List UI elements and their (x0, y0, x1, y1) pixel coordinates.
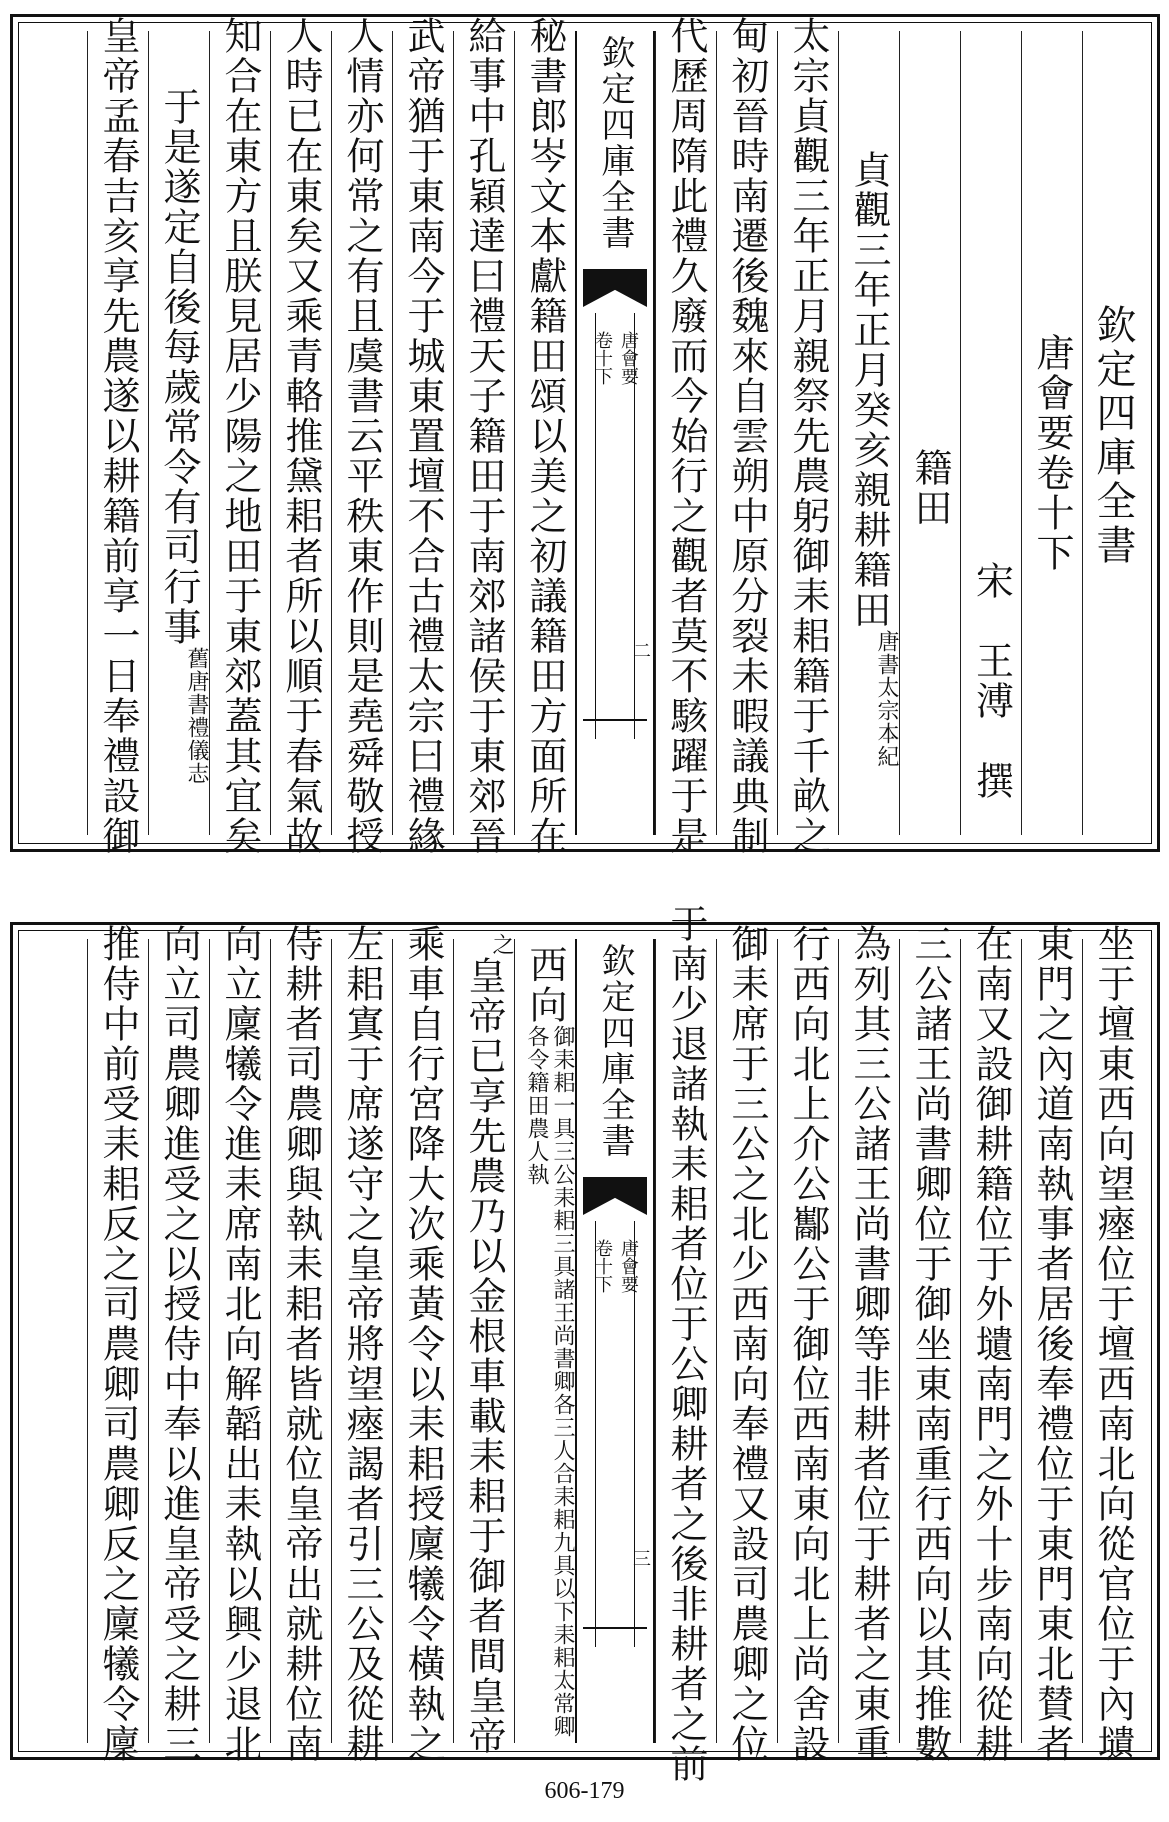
bottom-col-12 (331, 924, 392, 1764)
bottom-col-8-text: 于南少退諸執耒耜者位于公卿耕者之後非耕者之前 (664, 904, 708, 1784)
bottom-col-6-text: 行西向北上介公酅公于御位西南東向北上尚舍設 (786, 924, 830, 1764)
top-col-5-note: 唐書太宗本紀 (874, 630, 899, 768)
bottom-spine-label (577, 1239, 653, 1293)
bottom-col-2-text: 東門之內道南執事者居後奉禮位于東門東北賛者 (1030, 924, 1074, 1764)
top-col-8-text: 代歷周隋此禮久廢而今始行之觀者莫不駭躍于是 (664, 16, 708, 856)
bottom-col-13 (270, 924, 331, 1764)
bottom-col-14-text: 向立廩犧令進耒席南北向解韜出耒執以興少退北 (218, 924, 262, 1764)
bottom-col-3-text: 在南又設御耕籍位于外壝南門之外十步南向從耕 (969, 924, 1013, 1764)
bottom-fishtail-bottom (583, 1627, 647, 1651)
bottom-col-16 (87, 924, 148, 1764)
top-col-11 (392, 16, 453, 856)
top-col-6 (777, 16, 838, 856)
top-page (10, 14, 1160, 856)
bottom-col-4 (899, 924, 960, 1764)
top-volume-title: 唐會要卷十下 (1030, 333, 1074, 573)
bottom-col-12-text: 左耜寘于席遂守之皇帝將望瘞謁者引三公及從耕 (340, 924, 384, 1764)
top-col-8 (655, 16, 716, 856)
bottom-col-5 (838, 924, 899, 1764)
bottom-col-15-text: 向立司農卿進受之以授侍中奉以進皇帝受之耕三 (157, 924, 201, 1764)
top-spine (575, 31, 655, 835)
top-fishtail-mark (583, 269, 647, 307)
top-col-12-text: 人情亦何常之有且虞書云平秩東作則是堯舜敬授 (340, 16, 384, 856)
bottom-col-11-text: 乘車自行宮降大次乘黃令以耒耜授廩犧令橫執之 (401, 924, 445, 1764)
bottom-col-13-text: 侍耕者司農卿與執耒耜者皆就位皇帝出就耕位南 (279, 924, 323, 1764)
top-col-14-text: 知合在東方且朕見居少陽之地田于東郊蓋其宜矣 (218, 16, 262, 856)
top-spine-label-1: 唐會要 (618, 331, 639, 385)
bottom-col-10-note: 之 (489, 932, 514, 956)
bottom-col-15 (148, 924, 209, 1764)
top-col-10 (453, 16, 514, 856)
top-col-6-text: 太宗貞觀三年正月親祭先農躬御耒耜籍于千畝之 (786, 16, 830, 856)
top-section-heading: 籍田 (908, 448, 952, 528)
bottom-fishtail-mark (583, 1177, 647, 1215)
top-col-16-text: 皇帝孟春吉亥享先農遂以耕籍前享一日奉禮設御 (96, 16, 140, 856)
top-col-1 (1082, 31, 1143, 835)
bottom-col-9-note: 御耒耜一具三公耒耜三具諸王尚書卿各三人合耒耜九具以下耒耜太常卿各令籍田農人執 (524, 1025, 575, 1738)
bottom-col-10 (453, 932, 514, 1756)
top-col-4 (899, 31, 960, 835)
top-col-13 (270, 16, 331, 856)
top-col-7-text: 甸初晉時南遷後魏來自雲朔中原分裂未暇議典制 (725, 16, 769, 856)
top-col-10-text: 給事中孔穎達曰禮天子籍田于南郊諸侯于東郊晉 (462, 16, 506, 856)
bottom-page (10, 904, 1160, 1784)
bottom-col-9 (514, 939, 575, 1743)
bottom-col-3 (960, 924, 1021, 1764)
page-number: 606-179 (544, 1778, 625, 1804)
bottom-col-8 (655, 904, 716, 1784)
bottom-col-7 (716, 924, 777, 1764)
top-author: 宋 王溥 撰 (969, 561, 1014, 801)
bottom-col-7-text: 御耒席于三公之北少西南向奉禮又設司農卿之位 (725, 924, 769, 1764)
bottom-col-5-text: 為列其三公諸王尚書卿等非耕者位于耕者之東重 (847, 924, 891, 1764)
top-col-7 (716, 16, 777, 856)
bottom-col-1-text: 坐于壇東西向望瘞位于壇西南北向從官位于內壝 (1091, 924, 1135, 1764)
bottom-leaf-number: 三 (630, 1549, 651, 1567)
top-col-15 (148, 31, 209, 835)
top-col-9 (514, 16, 575, 856)
top-spine-label (577, 331, 653, 385)
bottom-col-16-text: 推侍中前受耒耜反之司農卿司農卿反之廩犧令廩 (96, 924, 140, 1764)
bottom-col-4-text: 三公諸王尚書卿位于御坐東南重行西向以其推數 (908, 924, 952, 1764)
bottom-col-2 (1021, 924, 1082, 1764)
bottom-spine-title: 欽定四庫全書 (595, 943, 635, 1159)
bottom-col-14 (209, 924, 270, 1764)
top-col-5 (838, 31, 899, 835)
top-col-5-text: 貞觀三年正月癸亥親耕籍田 (847, 150, 891, 630)
top-col-14 (209, 16, 270, 856)
top-col-3 (960, 31, 1021, 835)
top-columns (27, 16, 1143, 856)
bottom-col-9-text: 西向 (523, 945, 567, 1025)
top-book-title: 欽定四庫全書 (1090, 304, 1136, 568)
top-spine-title: 欽定四庫全書 (595, 35, 635, 251)
bottom-col-10-text: 皇帝已享先農乃以金根車載耒耜于御者間皇帝 (462, 955, 506, 1756)
top-fishtail-bottom (583, 719, 647, 743)
top-col-13-text: 人時已在東矣又乘青輅推黛耜者所以順于春氣故 (279, 16, 323, 856)
top-spine-label-2: 卷十下 (592, 331, 613, 385)
top-col-11-text: 武帝猶于東南今于城東置壇不合古禮太宗曰禮緣 (401, 16, 445, 856)
top-col-9-text: 秘書郎岑文本獻籍田頌以美之初議籍田方面所在 (523, 16, 567, 856)
bottom-spine-label-2: 卷十下 (592, 1239, 613, 1293)
bottom-col-6 (777, 924, 838, 1764)
top-col-15-text: 于是遂定自後每歲常令有司行事 (157, 87, 201, 647)
top-col-16 (87, 16, 148, 856)
bottom-spine (575, 939, 655, 1743)
top-col-2 (1021, 31, 1082, 835)
top-col-15-note: 舊唐書禮儀志 (184, 647, 209, 785)
top-col-12 (331, 16, 392, 856)
bottom-col-11 (392, 924, 453, 1764)
top-leaf-number: 二 (630, 641, 651, 659)
bottom-col-1 (1082, 924, 1143, 1764)
bottom-columns (27, 904, 1143, 1784)
bottom-spine-label-1: 唐會要 (618, 1239, 639, 1293)
